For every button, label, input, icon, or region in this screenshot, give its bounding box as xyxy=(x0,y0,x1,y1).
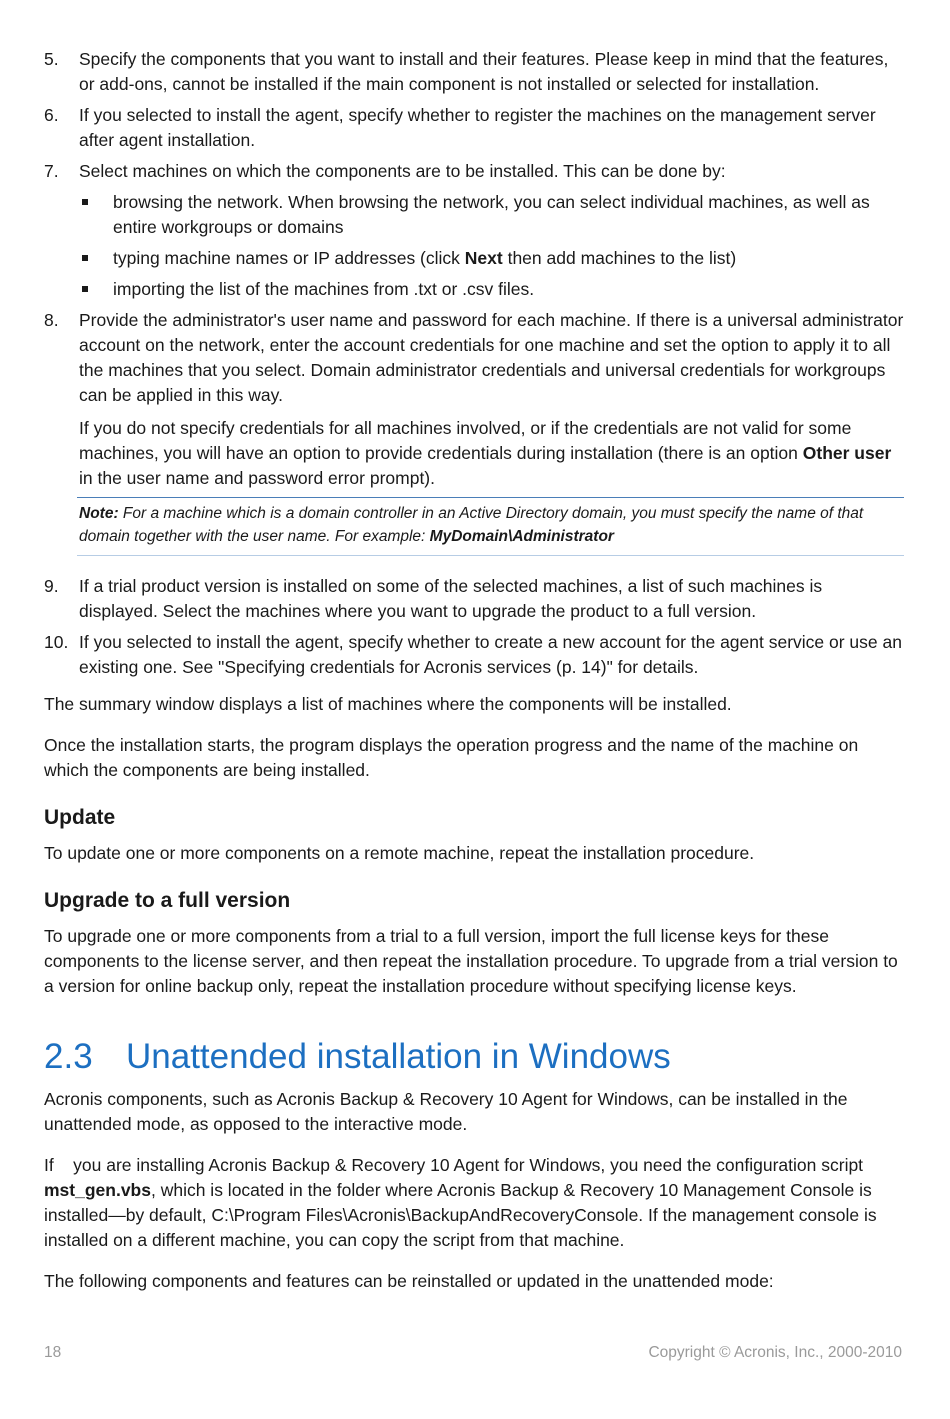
option-name: Other user xyxy=(802,443,892,463)
list-number: 7. xyxy=(44,161,59,181)
list-number: 6. xyxy=(44,105,59,125)
section-heading: Update xyxy=(44,806,116,829)
bullet-item xyxy=(44,277,904,302)
list-item xyxy=(44,159,904,184)
section-heading: Upgrade to a full version xyxy=(44,889,291,912)
list-number: 5. xyxy=(44,49,59,69)
list-item xyxy=(44,308,904,491)
list-text: Select machines on which the components are to be installed. This can be done by: xyxy=(79,161,726,181)
section-title: Unattended installation in Windows xyxy=(126,1037,671,1076)
list-continuation: If you do not specify credentials for all machines involved, or if the credentials are not valid for some machines, you will have an option to provide credentials during installation (there is an option Other user in the user name and password error prompt). xyxy=(79,418,892,488)
paragraph: To update one or more components on a remote machine, repeat the installation procedure. xyxy=(44,843,755,863)
paragraph: The following components and features can be reinstalled or updated in the unattended mode: xyxy=(44,1271,774,1291)
list-text: If a trial product version is installed on some of the selected machines, a list of such machines is displayed. Select the machines where you want to upgrade the product to a full version. xyxy=(79,576,823,621)
list-number: 9. xyxy=(44,576,59,596)
bullet-text: importing the list of the machines from .txt or .csv files. xyxy=(113,279,535,299)
bullet-square-icon xyxy=(82,255,88,261)
chapter-heading xyxy=(44,1037,904,1077)
paragraph: The summary window displays a list of machines where the components will be installed. xyxy=(44,694,732,714)
bullet-item xyxy=(44,190,904,240)
list-number: 8. xyxy=(44,310,59,330)
list-item xyxy=(44,103,904,153)
paragraph: If you are installing Acronis Backup & Recovery 10 Agent for Windows, you need the configuration script mst_gen.vbs, which is located in the folder where Acronis Backup & Recovery 10 Management Console is installed—by default, C:\Program Files\Acronis\BackupAndRecoveryConsole. If the management console is installed on a different machine, you can copy the script from that machine. xyxy=(44,1155,882,1250)
page-number: 18 xyxy=(44,1344,62,1361)
list-text: If you selected to install the agent, specify whether to create a new account for the agent service or use an existing one. See "Specifying credentials for Acronis services (p. 14)" for details. xyxy=(79,632,902,677)
bullet-square-icon xyxy=(82,286,88,292)
bullet-item xyxy=(44,246,904,271)
list-text: If you selected to install the agent, specify whether to register the machines on the management server after agent installation. xyxy=(79,105,876,150)
section-number: 2.3 xyxy=(44,1037,93,1076)
paragraph: Once the installation starts, the program displays the operation progress and the name of the machine on which the components are being installed. xyxy=(44,735,859,780)
list-item xyxy=(44,574,904,624)
bullet-text: browsing the network. When browsing the network, you can select individual machines, as well as entire workgroups or domains xyxy=(113,192,870,237)
paragraph: To upgrade one or more components from a trial to a full version, import the full license keys for these components to the license server, and then repeat the installation procedure. To upgrade from a trial version to a version for online backup only, repeat the installation procedure without specifying license keys. xyxy=(44,926,898,996)
bullet-bold: Next xyxy=(464,248,503,268)
list-text: Specify the components that you want to install and their features. Please keep in mind that the features, or add-ons, cannot be installed if the main component is not installed or selected for installation. xyxy=(79,49,889,94)
script-name: mst_gen.vbs xyxy=(44,1180,151,1200)
document-body xyxy=(44,47,904,1310)
note-box xyxy=(77,497,904,556)
list-item xyxy=(44,47,904,97)
list-number: 10. xyxy=(44,632,69,652)
note-text: For a machine which is a domain controller in an Active Directory domain, you must specify the name of that domain together with the user name. For example: xyxy=(79,505,864,545)
list-text: Provide the administrator's user name and password for each machine. If there is a universal administrator account on the network, enter the account credentials for one machine and set the option to apply it to all the machines that you select. Domain administrator credentials and universal credentials for workgroups can be applied in this way. xyxy=(79,310,904,405)
bullet-text: typing machine names or IP addresses (click xyxy=(113,248,465,268)
bullet-square-icon xyxy=(82,199,88,205)
paragraph: Acronis components, such as Acronis Backup & Recovery 10 Agent for Windows, can be installed in the unattended mode, as opposed to the interactive mode. xyxy=(44,1089,848,1134)
copyright: Copyright © Acronis, Inc., 2000-2010 xyxy=(648,1344,902,1361)
note-label: Note: xyxy=(79,505,119,522)
note-example: MyDomain\Administrator xyxy=(429,527,614,545)
list-item xyxy=(44,630,904,680)
bullet-text: then add machines to the list) xyxy=(502,248,737,268)
